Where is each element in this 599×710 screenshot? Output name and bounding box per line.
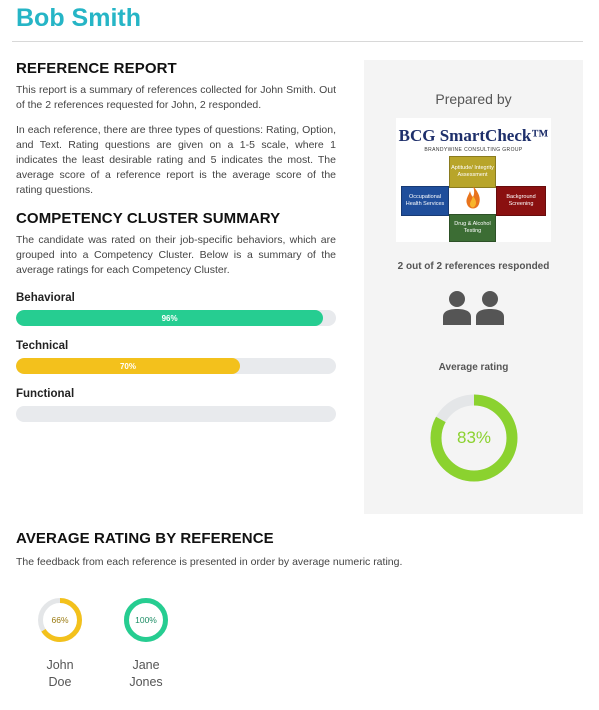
average-rating-value: 83%	[456, 428, 492, 447]
reference-rating-value: 100%	[135, 615, 157, 625]
cluster-progress-track	[16, 358, 336, 374]
average-by-reference-description: The feedback from each reference is presented in order by average numeric rating.	[16, 556, 403, 568]
reference-rating-value: 66%	[51, 615, 69, 625]
main-column	[16, 60, 336, 422]
cluster-progress-track	[16, 310, 336, 326]
bcg-smartcheck-logo	[396, 118, 551, 242]
logo-tile-background: Background Screening	[496, 186, 546, 216]
average-rating-label: Average rating	[438, 362, 509, 373]
logo-tile-occupational: Occupational Health Services	[401, 186, 449, 216]
cluster-label: Technical	[16, 340, 69, 352]
logo-subtitle: BRANDYWINE CONSULTING GROUP	[424, 147, 523, 153]
reference-card[interactable]	[30, 597, 90, 691]
cluster-technical	[16, 340, 336, 374]
reference-name	[116, 657, 176, 691]
cluster-functional	[16, 388, 336, 422]
people-icon	[441, 289, 507, 325]
cluster-progress-track	[16, 406, 336, 422]
cluster-progress-fill: 96%	[16, 310, 323, 326]
cluster-progress-fill: 70%	[16, 358, 240, 374]
summary-sidebar	[364, 60, 583, 514]
competency-description: The candidate was rated on their job-specific behaviors, which are grouped into a Competency Cluster. Below is a summary of the average ratings for each Competency Cluster.	[16, 234, 336, 276]
prepared-by-label: Prepared by	[435, 91, 512, 107]
responded-count: 2 out of 2 references responded	[397, 261, 550, 272]
logo-tile-drug: Drug & Alcohol Testing	[449, 214, 496, 242]
reference-report-heading: REFERENCE REPORT	[16, 60, 177, 77]
cluster-label: Functional	[16, 388, 75, 400]
average-by-reference-heading: AVERAGE RATING BY REFERENCE	[16, 530, 274, 547]
reference-card[interactable]	[116, 597, 176, 691]
candidate-name: Bob Smith	[16, 4, 141, 32]
competency-heading: COMPETENCY CLUSTER SUMMARY	[16, 210, 281, 227]
logo-title: BCG SmartCheck™	[398, 126, 549, 145]
cluster-label: Behavioral	[16, 292, 75, 304]
report-intro: This report is a summary of references collected for John Smith. Out of the 2 references requested for John, 2 responded.	[16, 84, 336, 111]
reference-name	[30, 657, 90, 691]
reference-last-name: Doe	[48, 675, 72, 689]
reference-last-name: Jones	[129, 675, 163, 689]
reference-first-name: John	[46, 658, 74, 672]
title-divider	[12, 41, 583, 42]
report-question-types: In each reference, there are three types of questions: Rating, Option, and Text. Rating questions are given on a 1-5 scale, where 1 indicates the least desirable rating and 5 indicates the most. The average score of a reference report is the average score of the rating questions.	[16, 124, 336, 196]
cluster-behavioral	[16, 292, 336, 326]
flame-icon	[459, 184, 487, 214]
logo-tile-aptitude: Aptitude/ Integrity Assessment	[449, 156, 496, 188]
reference-first-name: Jane	[132, 658, 160, 672]
average-by-reference-section	[16, 530, 576, 570]
